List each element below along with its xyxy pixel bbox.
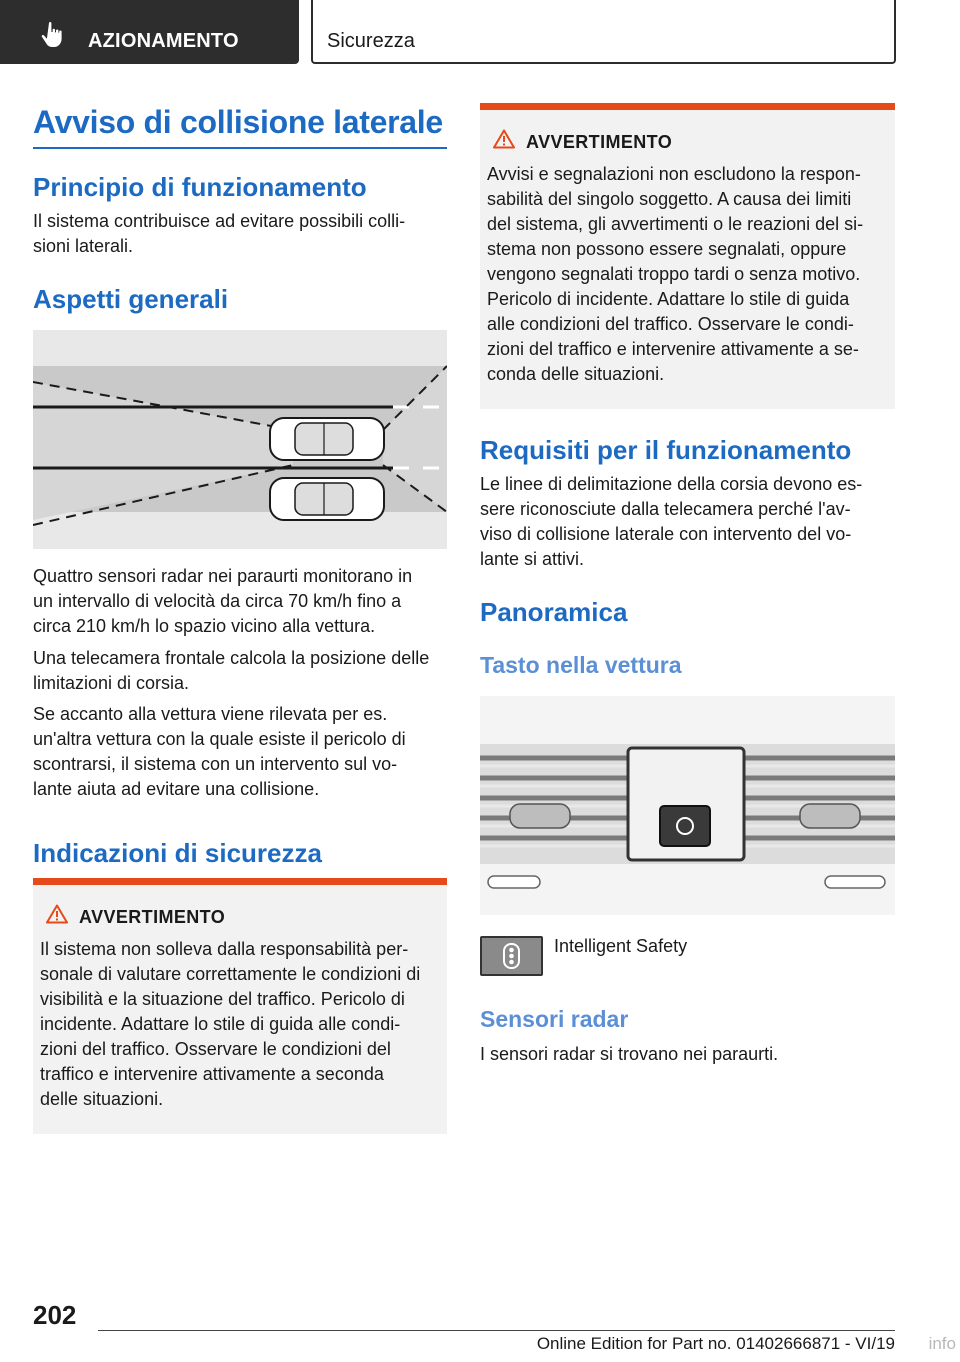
page-number: 202 xyxy=(33,1300,77,1330)
warning-label: AVVERTIMENTO xyxy=(526,132,673,152)
vent-button-photo xyxy=(480,696,895,915)
edition-text: Online Edition for Part no. 01402666871 - VI/19 xyxy=(536,1334,895,1353)
car-top xyxy=(270,418,384,460)
chapter-tab xyxy=(0,0,299,64)
warning-text: Il sistema non solleva dalla responsabilità per- sonale di valutare correttamente le condizioni di visibilità e la situazione del traffico. Pericolo di incidente. Adattare lo stile di guida alle condi- zioni del traffico. Osservare le condizioni del traffico e intervenire attivamente a seconda delle situazioni. xyxy=(40,939,421,1109)
warning-label: AVVERTIMENTO xyxy=(79,907,226,927)
title-rule xyxy=(33,147,447,149)
chapter-label: AZIONAMENTO xyxy=(88,30,239,52)
footer-rule xyxy=(98,1330,895,1331)
paragraph-3: Se accanto alla vettura viene rilevata per es. un'altra vettura con la quale esiste il pericolo di scontrarsi, il sistema con un intervento sul vo- lante aiuta ad evitare una collisione. xyxy=(33,704,406,799)
warning-triangle-icon xyxy=(46,904,68,924)
overview-heading: Panoramica xyxy=(480,597,628,627)
radar-heading: Sensori radar xyxy=(480,1006,629,1032)
page-title: Avviso di collisione laterale xyxy=(33,104,443,140)
warning-box-right xyxy=(480,103,895,409)
safety-heading: Indicazioni di sicurezza xyxy=(33,838,322,868)
warning-text: Avvisi e segnalazioni non escludono la respon- sabilità del singolo soggetto. A causa dei limiti del sistema, gli avvertimenti o le reazioni del si- stema non possono essere segnalati, oppure vengono segnalati troppo tardi o senza motivo. Pericolo di incidente. Adattare lo stile di guida alle condizioni del traffico. Osservare le condi- zioni del traffico e intervenire attivamente a se- conda delle situazioni. xyxy=(487,164,864,384)
pointing-hand-icon xyxy=(40,21,64,49)
watermark-text: info xyxy=(928,1334,956,1353)
section-label: Sicurezza xyxy=(327,30,415,52)
paragraph-2: Una telecamera frontale calcola la posizione delle limitazioni di corsia. xyxy=(33,648,430,693)
principle-text: Il sistema contribuisce ad evitare possibili colli- sioni laterali. xyxy=(33,211,406,256)
button-label: Intelligent Safety xyxy=(554,936,688,956)
section-box xyxy=(311,0,896,64)
general-heading: Aspetti generali xyxy=(33,284,229,314)
lane-diagram xyxy=(33,330,447,549)
traffic-light-icon xyxy=(482,938,541,974)
lane-diagram-svg xyxy=(33,330,447,549)
car-bottom xyxy=(270,478,384,520)
button-heading: Tasto nella vettura xyxy=(480,652,682,678)
radar-text: I sensori radar si trovano nei paraurti. xyxy=(480,1044,779,1064)
requirements-text: Le linee di delimitazione della corsia devono es- sere riconosciute dalla telecamera perché l'av- viso di collisione laterale con intervento del vo- lante si attivi. xyxy=(480,474,863,569)
requirements-heading: Requisiti per il funzionamento xyxy=(480,435,852,465)
vent-button-svg xyxy=(480,696,895,915)
paragraph-1: Quattro sensori radar nei paraurti monitorano in un intervallo di velocità da circa 70 km/h fino a circa 210 km/h lo spazio vicino alla vettura. xyxy=(33,566,413,636)
warning-box-left xyxy=(33,878,447,1134)
warning-triangle-icon xyxy=(493,129,515,149)
intelligent-safety-button-icon xyxy=(480,936,543,976)
principle-heading: Principio di funzionamento xyxy=(33,172,367,202)
